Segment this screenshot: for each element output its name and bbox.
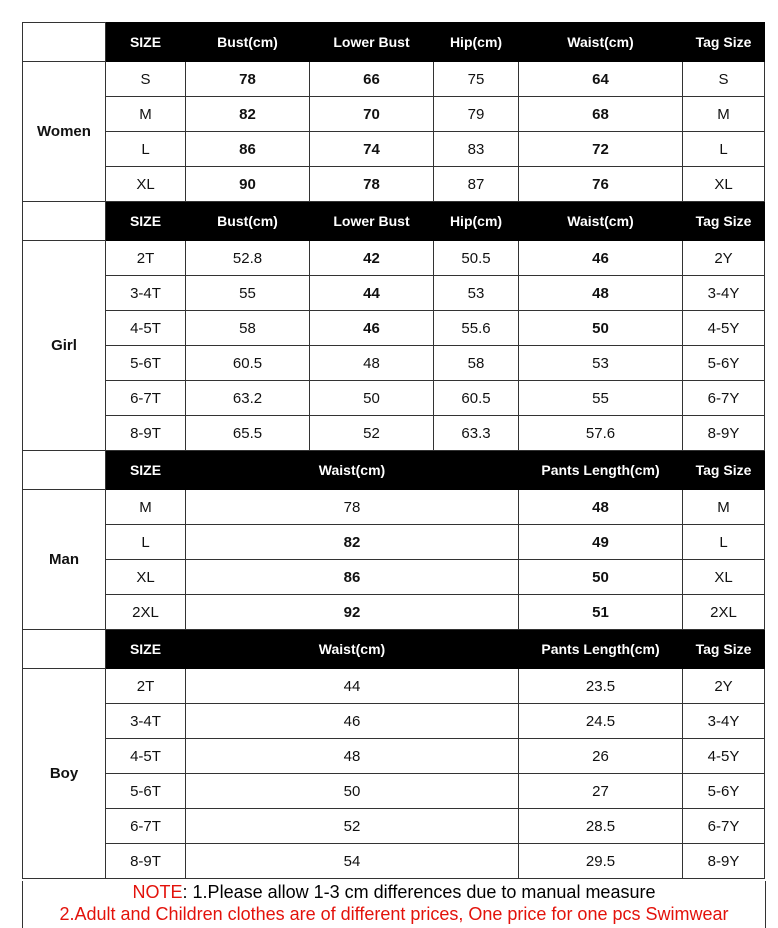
cell-size: 4-5T <box>106 311 186 346</box>
cell-tag-size: 4-5Y <box>683 311 765 346</box>
header-pants-length: Pants Length(cm) <box>519 451 683 490</box>
header-lower-bust: Lower Bust <box>310 23 434 62</box>
note-line-1-text: : 1.Please allow 1-3 cm differences due to manual measure <box>182 882 656 902</box>
cell-tag-size: 5-6Y <box>683 774 765 809</box>
cell-tag-size: 2Y <box>683 241 765 276</box>
cell-hip: 87 <box>434 167 519 202</box>
cell-size: 8-9T <box>106 844 186 879</box>
group-label-man: Man <box>23 490 106 630</box>
table-row <box>23 739 765 774</box>
cell-size: 3-4T <box>106 276 186 311</box>
header-waist: Waist(cm) <box>186 451 519 490</box>
header-blank-cell <box>23 451 106 490</box>
header-tag-size: Tag Size <box>683 630 765 669</box>
cell-bust: 60.5 <box>186 346 310 381</box>
boy-header-row <box>23 630 765 669</box>
cell-pants-length: 29.5 <box>519 844 683 879</box>
cell-hip: 83 <box>434 132 519 167</box>
group-label-boy: Boy <box>23 669 106 879</box>
cell-size: 3-4T <box>106 704 186 739</box>
cell-tag-size: M <box>683 97 765 132</box>
cell-waist: 64 <box>519 62 683 97</box>
header-blank-cell <box>23 630 106 669</box>
cell-tag-size: L <box>683 525 765 560</box>
cell-waist: 44 <box>186 669 519 704</box>
header-size: SIZE <box>106 202 186 241</box>
header-tag-size: Tag Size <box>683 202 765 241</box>
table-row <box>23 311 765 346</box>
table-row <box>23 276 765 311</box>
cell-lower-bust: 74 <box>310 132 434 167</box>
table-row <box>23 416 765 451</box>
table-row <box>23 97 765 132</box>
cell-lower-bust: 44 <box>310 276 434 311</box>
table-row <box>23 132 765 167</box>
cell-waist: 72 <box>519 132 683 167</box>
cell-size: L <box>106 525 186 560</box>
cell-size: 8-9T <box>106 416 186 451</box>
cell-waist: 55 <box>519 381 683 416</box>
cell-waist: 53 <box>519 346 683 381</box>
cell-pants-length: 24.5 <box>519 704 683 739</box>
cell-pants-length: 50 <box>519 560 683 595</box>
cell-bust: 58 <box>186 311 310 346</box>
cell-bust: 78 <box>186 62 310 97</box>
cell-size: M <box>106 97 186 132</box>
header-blank-cell <box>23 202 106 241</box>
table-row <box>23 525 765 560</box>
cell-size: XL <box>106 560 186 595</box>
note-box <box>22 881 766 928</box>
cell-tag-size: 2XL <box>683 595 765 630</box>
cell-hip: 79 <box>434 97 519 132</box>
cell-waist: 48 <box>186 739 519 774</box>
cell-hip: 53 <box>434 276 519 311</box>
cell-waist: 46 <box>519 241 683 276</box>
table-row <box>23 490 765 525</box>
table-row <box>23 774 765 809</box>
table-row <box>23 669 765 704</box>
cell-hip: 63.3 <box>434 416 519 451</box>
cell-size: S <box>106 62 186 97</box>
cell-size: 2T <box>106 241 186 276</box>
cell-lower-bust: 70 <box>310 97 434 132</box>
header-hip: Hip(cm) <box>434 202 519 241</box>
header-waist: Waist(cm) <box>519 202 683 241</box>
cell-lower-bust: 52 <box>310 416 434 451</box>
man-header-row <box>23 451 765 490</box>
cell-tag-size: M <box>683 490 765 525</box>
cell-size: 6-7T <box>106 809 186 844</box>
cell-size: 4-5T <box>106 739 186 774</box>
header-tag-size: Tag Size <box>683 451 765 490</box>
cell-size: M <box>106 490 186 525</box>
cell-pants-length: 23.5 <box>519 669 683 704</box>
cell-hip: 60.5 <box>434 381 519 416</box>
table-row <box>23 381 765 416</box>
cell-waist: 78 <box>186 490 519 525</box>
cell-waist: 82 <box>186 525 519 560</box>
women-header-row <box>23 23 765 62</box>
cell-tag-size: 3-4Y <box>683 704 765 739</box>
cell-lower-bust: 48 <box>310 346 434 381</box>
cell-waist: 76 <box>519 167 683 202</box>
header-hip: Hip(cm) <box>434 23 519 62</box>
note-line-2: 2.Adult and Children clothes are of different prices, One price for one pcs Swimwear <box>59 904 729 924</box>
cell-pants-length: 51 <box>519 595 683 630</box>
cell-waist: 50 <box>186 774 519 809</box>
cell-bust: 63.2 <box>186 381 310 416</box>
cell-hip: 75 <box>434 62 519 97</box>
cell-size: XL <box>106 167 186 202</box>
group-label-girl: Girl <box>23 241 106 451</box>
cell-tag-size: L <box>683 132 765 167</box>
cell-size: 5-6T <box>106 346 186 381</box>
table-row <box>23 560 765 595</box>
cell-pants-length: 26 <box>519 739 683 774</box>
cell-lower-bust: 50 <box>310 381 434 416</box>
header-bust: Bust(cm) <box>186 23 310 62</box>
size-table <box>22 22 765 879</box>
cell-hip: 55.6 <box>434 311 519 346</box>
cell-waist: 48 <box>519 276 683 311</box>
header-size: SIZE <box>106 451 186 490</box>
header-size: SIZE <box>106 23 186 62</box>
cell-bust: 55 <box>186 276 310 311</box>
cell-pants-length: 48 <box>519 490 683 525</box>
cell-hip: 58 <box>434 346 519 381</box>
cell-waist: 86 <box>186 560 519 595</box>
cell-tag-size: 8-9Y <box>683 844 765 879</box>
cell-waist: 50 <box>519 311 683 346</box>
cell-lower-bust: 66 <box>310 62 434 97</box>
cell-pants-length: 27 <box>519 774 683 809</box>
header-size: SIZE <box>106 630 186 669</box>
cell-tag-size: S <box>683 62 765 97</box>
table-row <box>23 62 765 97</box>
group-label-women: Women <box>23 62 106 202</box>
cell-tag-size: 4-5Y <box>683 739 765 774</box>
table-row <box>23 844 765 879</box>
header-blank-cell <box>23 23 106 62</box>
cell-bust: 82 <box>186 97 310 132</box>
cell-size: L <box>106 132 186 167</box>
cell-tag-size: 2Y <box>683 669 765 704</box>
header-pants-length: Pants Length(cm) <box>519 630 683 669</box>
header-tag-size: Tag Size <box>683 23 765 62</box>
cell-size: 2XL <box>106 595 186 630</box>
cell-waist: 92 <box>186 595 519 630</box>
cell-tag-size: 8-9Y <box>683 416 765 451</box>
cell-lower-bust: 78 <box>310 167 434 202</box>
cell-waist: 68 <box>519 97 683 132</box>
cell-bust: 86 <box>186 132 310 167</box>
cell-tag-size: 6-7Y <box>683 381 765 416</box>
size-chart <box>22 22 764 879</box>
cell-waist: 57.6 <box>519 416 683 451</box>
header-waist: Waist(cm) <box>519 23 683 62</box>
header-waist: Waist(cm) <box>186 630 519 669</box>
cell-size: 2T <box>106 669 186 704</box>
cell-bust: 65.5 <box>186 416 310 451</box>
cell-size: 5-6T <box>106 774 186 809</box>
header-lower-bust: Lower Bust <box>310 202 434 241</box>
cell-tag-size: XL <box>683 167 765 202</box>
note-line-1 <box>23 881 765 903</box>
note-tag: NOTE <box>132 882 183 902</box>
cell-lower-bust: 46 <box>310 311 434 346</box>
table-row <box>23 167 765 202</box>
cell-bust: 90 <box>186 167 310 202</box>
cell-pants-length: 49 <box>519 525 683 560</box>
cell-lower-bust: 42 <box>310 241 434 276</box>
table-row <box>23 346 765 381</box>
cell-waist: 54 <box>186 844 519 879</box>
table-row <box>23 595 765 630</box>
cell-tag-size: 5-6Y <box>683 346 765 381</box>
girl-header-row <box>23 202 765 241</box>
cell-waist: 52 <box>186 809 519 844</box>
table-row <box>23 704 765 739</box>
cell-pants-length: 28.5 <box>519 809 683 844</box>
cell-bust: 52.8 <box>186 241 310 276</box>
cell-tag-size: 6-7Y <box>683 809 765 844</box>
cell-tag-size: 3-4Y <box>683 276 765 311</box>
cell-tag-size: XL <box>683 560 765 595</box>
table-row <box>23 241 765 276</box>
cell-waist: 46 <box>186 704 519 739</box>
table-row <box>23 809 765 844</box>
cell-size: 6-7T <box>106 381 186 416</box>
cell-hip: 50.5 <box>434 241 519 276</box>
header-bust: Bust(cm) <box>186 202 310 241</box>
